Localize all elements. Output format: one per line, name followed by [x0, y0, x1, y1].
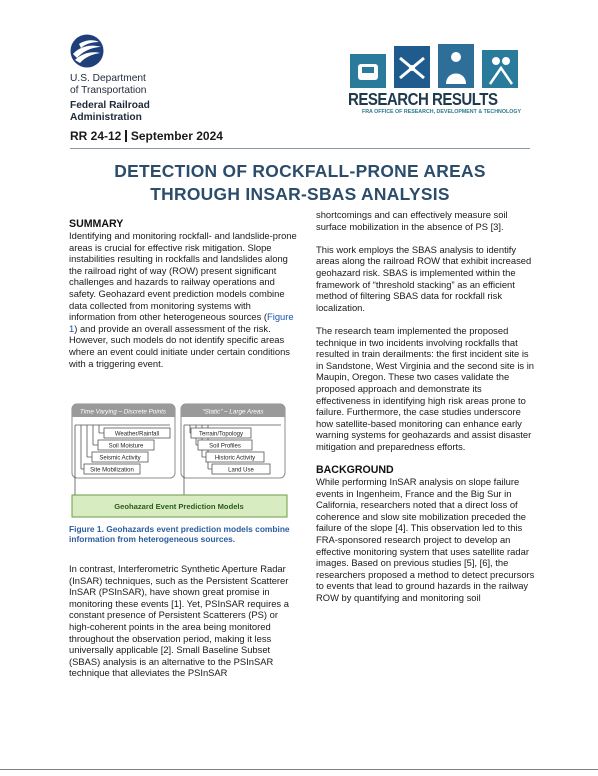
figure-1-diagram: [71, 403, 289, 519]
figure-left-item-4: Site Mobilization: [90, 467, 134, 474]
figure-left-item-1: Weather/Rainfall: [114, 431, 160, 438]
report-code: RR 24-12: [70, 129, 122, 143]
figure-1-link[interactable]: Figure 1: [69, 311, 294, 334]
summary-paragraph-3: This work employs the SBAS analysis to identify areas along the railroad ROW that exhibit increased geohazard risk. SBAS is implemented within the framework of “threshold stacking” as an efficient method of filtering SBAS data for rockfall risk localization.: [316, 243, 532, 313]
figure-right-panel-title: “Static” – Large Areas: [202, 408, 264, 416]
agency-fra-line-2: Administration: [70, 111, 142, 123]
report-date: September 2024: [130, 129, 223, 143]
summary-paragraph-2: In contrast, Interferometric Synthetic Aperture Radar (InSAR) techniques, such as the Persistent Scatterer InSAR (PSInSAR), have shown great promise in monitoring these events [1]. Yet, PSInSAR requires a constant presence of Persistent Scatterers (PS) or high-coherent points in the area being monitored throughout the observation period, making it less universally applicable [2]. Small Baseline Subset (SBAS) analysis is an alternative to the PSInSAR technique that alleviates the PSInSAR: [69, 563, 289, 679]
agency-dept-line-2: of Transportation: [70, 84, 147, 96]
summary-paragraph-2-continued: shortcomings and can effectively measure soil surface mobilization in the absence of PS [3].: [316, 209, 508, 232]
figure-1-caption: Figure 1. Geohazards event prediction models combine information from heterogeneous sources.: [69, 524, 290, 544]
research-results-logo-icon: [350, 44, 518, 88]
right-column: [316, 209, 535, 604]
figure-left-panel-title: Time Varying – Discrete Points: [79, 408, 167, 416]
figure-right-item-1: Terrain/Topology: [198, 431, 244, 438]
report-id-separator: [125, 130, 127, 142]
summary-paragraph-1: [69, 230, 297, 369]
figure-right-item-3: Historic Activity: [214, 455, 256, 462]
footer-divider: [0, 769, 598, 770]
summary-p1-text-a: Identifying and monitoring rockfall- and landslide-prone areas is crucial for effective risk mitigation. Slope instabilities resulting in rockfalls and landslides along the railroad right of way (ROW) present significant challenges and hazards to railway operations and safety. Geohazard event prediction models combine data collected from monitoring systems with information from other heterogeneous sources (: [69, 230, 297, 323]
header-divider: [70, 148, 530, 149]
dot-logo-icon: [70, 34, 104, 68]
figure-right-item-4: Land Use: [228, 467, 254, 474]
figure-left-item-3: Seismic Activity: [99, 455, 141, 462]
page-title: [80, 160, 520, 205]
report-id-line: [70, 129, 223, 143]
brand-title: RESEARCH RESULTS: [348, 89, 498, 109]
figure-model-label: Geohazard Event Prediction Models: [114, 502, 244, 511]
agency-department-name: [70, 73, 146, 96]
figure-left-item-2: Soil Moisture: [108, 443, 144, 450]
page-title-line-1: DETECTION OF ROCKFALL-PRONE AREAS: [114, 161, 486, 181]
background-paragraph-1: While performing InSAR analysis on slope failure events in Ingenheim, France and the Big Sur in California, researchers noted that a direct loss of coherence and slow site mobilization preceded the failure of the slope [4]. This observation led to this FRA-sponsored research project to develop an effective monitoring system that uses satellite radar images. Based on previous studies [5], [6], the researchers proposed a method to detect precursors to events that lead to ground hazards in the railway ROW by quantifying and monitoring soil: [316, 476, 535, 603]
agency-fra-line-1: Federal Railroad: [70, 100, 150, 111]
summary-heading: SUMMARY: [69, 218, 124, 230]
left-column-top: [69, 218, 297, 369]
figure-right-item-2: Soil Profiles: [209, 443, 241, 450]
brand-subtitle: FRA OFFICE OF RESEARCH, DEVELOPMENT & TECHNOLOGY: [362, 109, 522, 115]
agency-dept-line-1: U.S. Department: [70, 73, 146, 84]
left-column-bottom: [69, 563, 297, 679]
summary-p1-text-b: ) and provide an overall assessment of the risk. However, such models do not identify specific areas where an event could initiate under certain conditions with a triggering event.: [69, 322, 290, 369]
background-heading: BACKGROUND: [316, 464, 394, 477]
agency-fra-name: [70, 100, 150, 123]
summary-paragraph-4: The research team implemented the proposed technique in two incidents involving rockfalls that resulted in train derailments: the first incident site is in Sandstone, West Virginia and the second site is in Maupin, Oregon. These two cases validate the proposed approach and demonstrate its effectiveness in identifying high risk areas prone to failure. Furthermore, the case studies underscore how satellite-based monitoring can enhance early warning systems for geohazards and assist disaster mitigation and preparedness efforts.: [316, 324, 535, 452]
page-title-line-2: THROUGH INSAR-SBAS ANALYSIS: [150, 183, 450, 204]
